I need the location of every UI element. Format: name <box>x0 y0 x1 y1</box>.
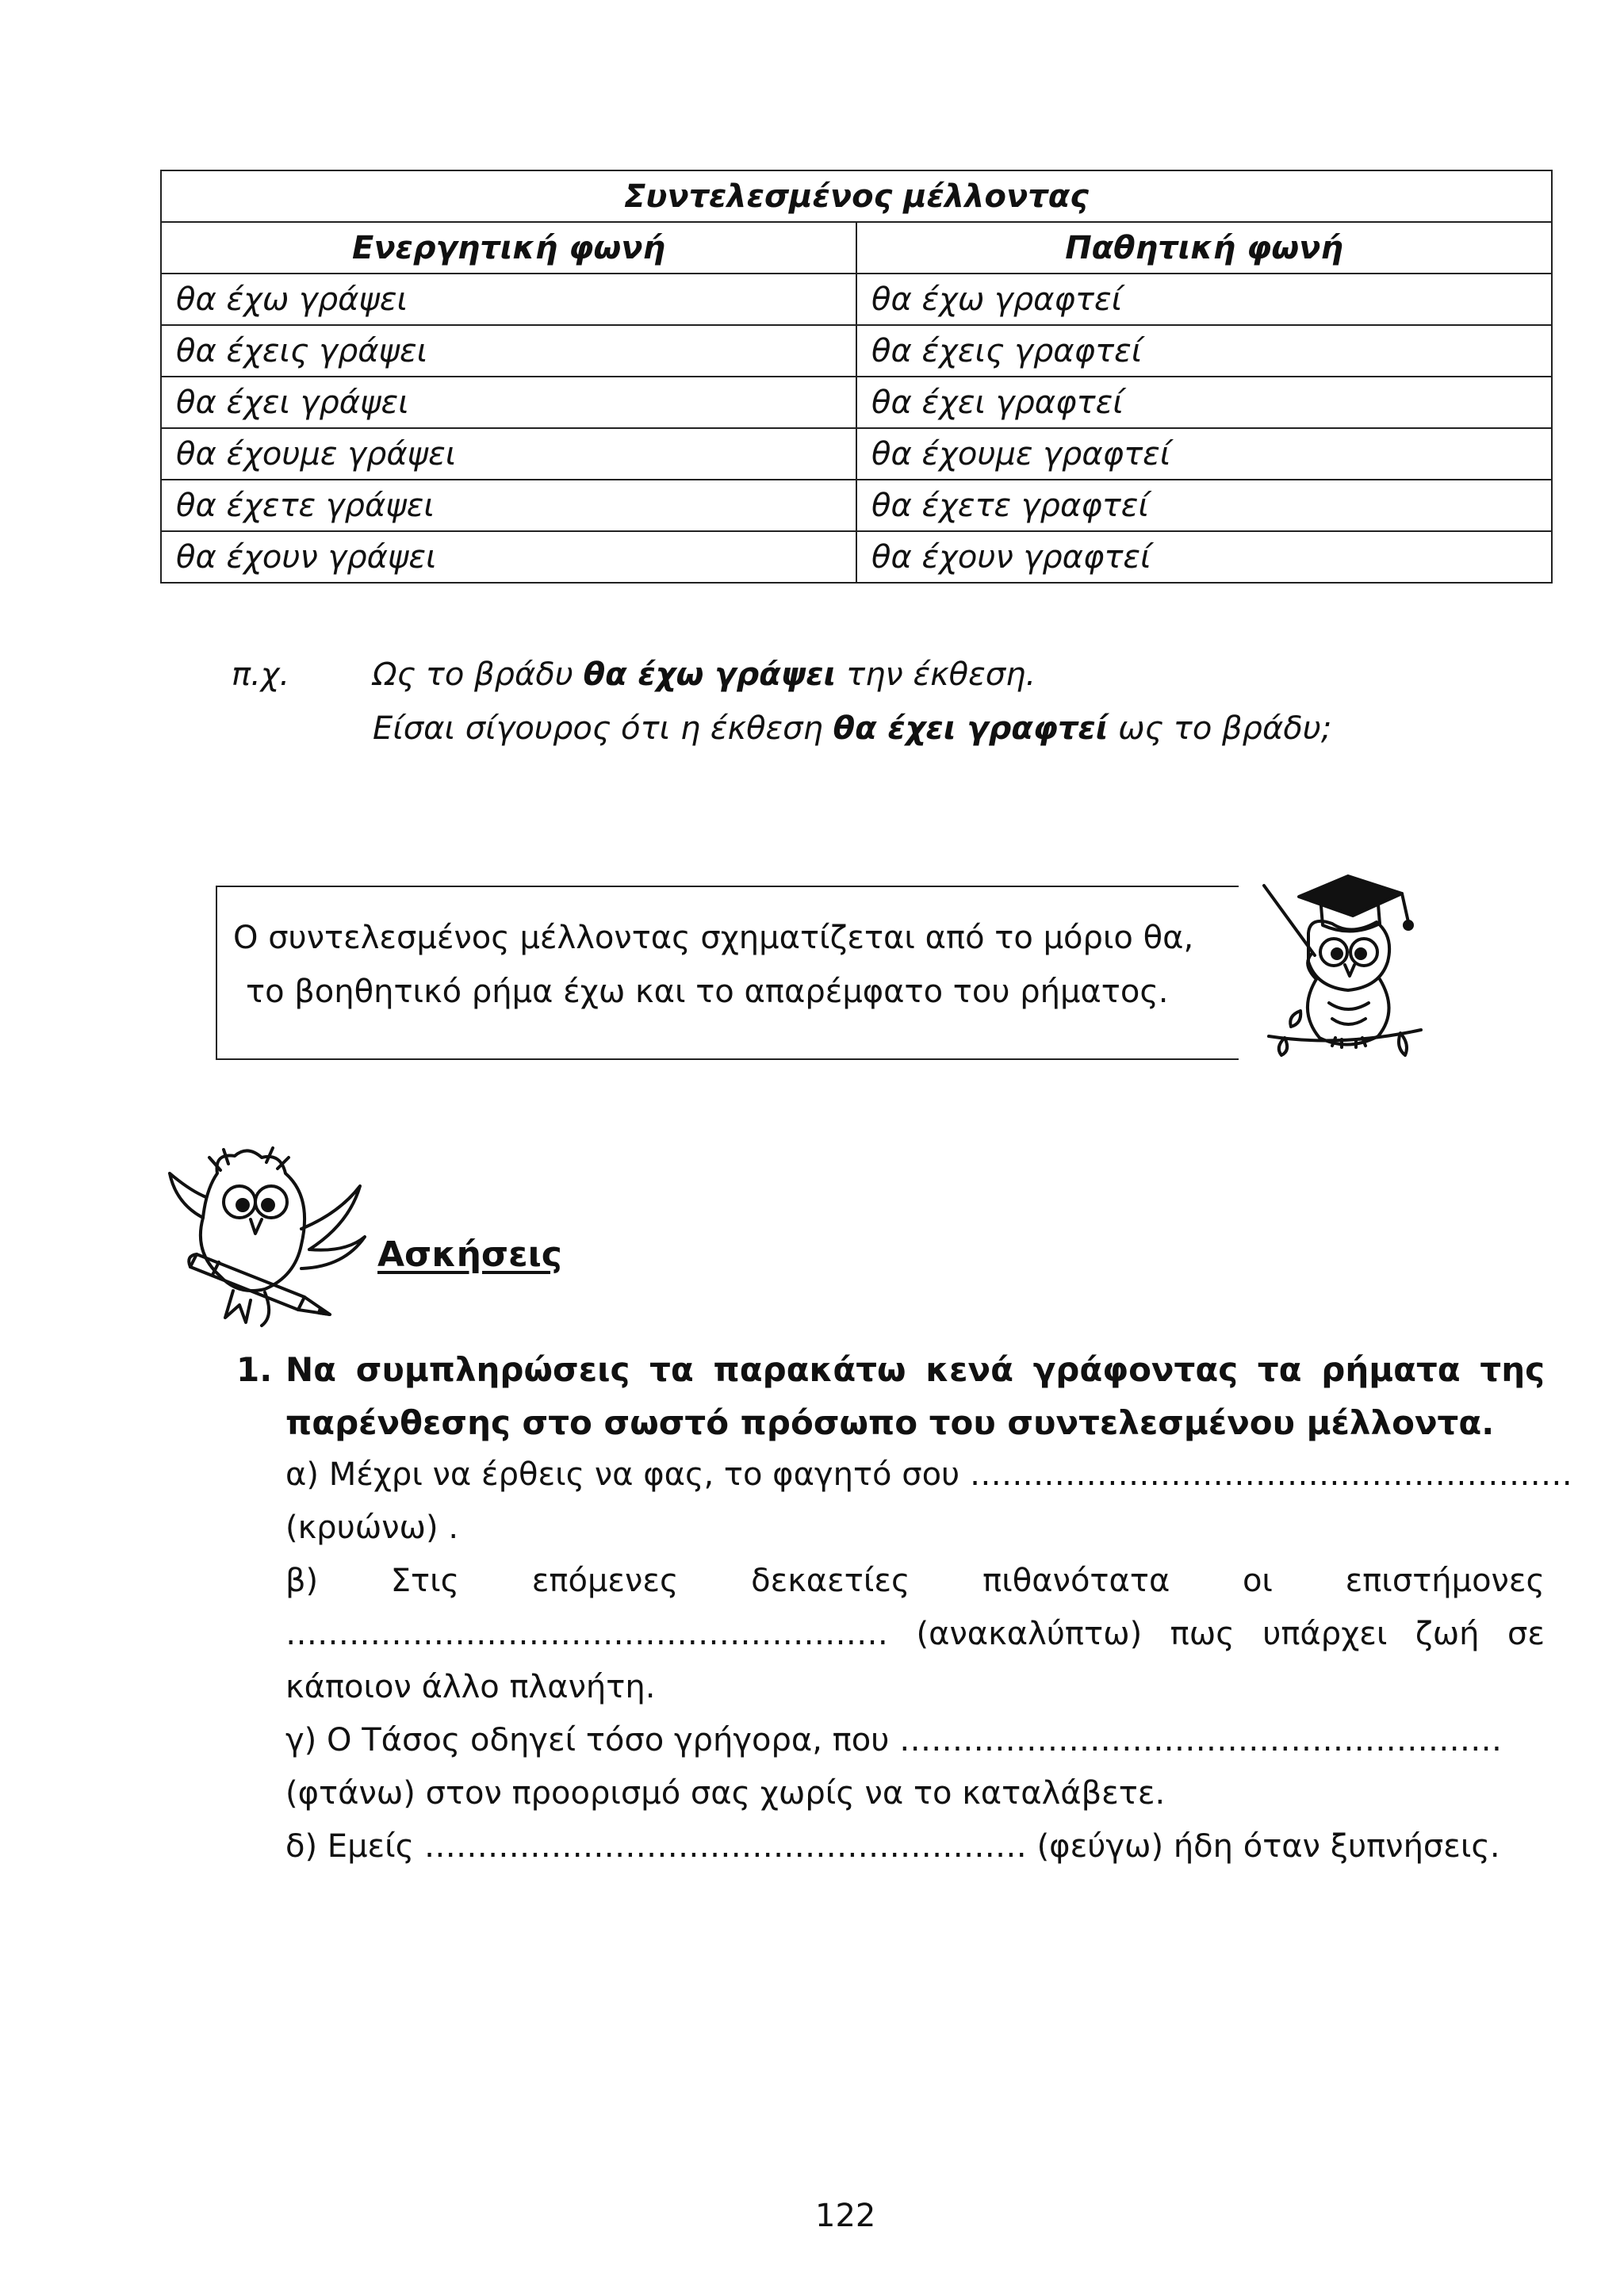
table-cell: θα έχουμε γραφτεί <box>856 428 1552 480</box>
example-text: ως το βράδυ; <box>1108 710 1332 747</box>
table-title-row <box>161 170 1552 222</box>
table-row <box>161 274 1552 325</box>
example-text: Είσαι σίγουρος ότι η έκθεση <box>373 710 833 747</box>
table-row <box>161 428 1552 480</box>
example-line-2 <box>373 710 1331 747</box>
example-label: π.χ. <box>232 656 290 693</box>
table-title: Συντελεσμένος μέλλοντας <box>161 170 1552 222</box>
table-cell: θα έχω γράψει <box>161 274 856 325</box>
example-text: Ως το βράδυ <box>373 656 584 693</box>
example-line-1 <box>373 656 1036 693</box>
exercise-b-line-3: κάποιον άλλο πλανήτη. <box>285 1669 656 1705</box>
example-text: την έκθεση. <box>836 656 1036 693</box>
table-row <box>161 377 1552 428</box>
conjugation-table <box>160 170 1553 584</box>
example-emphasis: θα έχει γραφτεί <box>833 710 1109 747</box>
owl-with-pencil-icon <box>162 1142 376 1332</box>
table-row <box>161 531 1552 583</box>
rule-line-2: το βοηθητικό ρήμα έχω και το απαρέμφατο του ρήματος. <box>246 974 1169 1010</box>
table-cell: θα έχουν γραφτεί <box>856 531 1552 583</box>
exercises-heading: Ασκήσεις <box>377 1234 562 1275</box>
table-cell: θα έχεις γραφτεί <box>856 325 1552 377</box>
exercise-title-line-2: παρένθεσης στο σωστό πρόσωπο του συντελεσμένου μέλλοντα. <box>285 1403 1495 1442</box>
table-row <box>161 480 1552 531</box>
exercise-d-line-1: δ) Εμείς ………………………………………………… (φεύγω) ήδη όταν ξυπνήσεις. <box>285 1828 1500 1865</box>
table-cell: θα έχουμε γράψει <box>161 428 856 480</box>
exercise-c-line-1: γ) Ο Τάσος οδηγεί τόσο γρήγορα, που ………………………………………………… <box>285 1722 1503 1758</box>
table-cell: θα έχουν γράψει <box>161 531 856 583</box>
table-cell: θα έχετε γραφτεί <box>856 480 1552 531</box>
table-cell: θα έχει γραφτεί <box>856 377 1552 428</box>
table-cell: θα έχεις γράψει <box>161 325 856 377</box>
header-passive-voice: Παθητική φωνή <box>856 222 1552 274</box>
rule-box <box>216 886 1239 1060</box>
header-active-voice: Ενεργητική φωνή <box>161 222 856 274</box>
exercise-number: 1. <box>236 1350 273 1389</box>
table-cell: θα έχω γραφτεί <box>856 274 1552 325</box>
owl-with-graduation-cap-icon <box>1253 860 1427 1058</box>
exercise-title-line-1: Να συμπληρώσεις τα παρακάτω κενά γράφοντας τα ρήματα της <box>285 1350 1545 1389</box>
exercise-a-line-2: (κρυώνω) . <box>285 1510 459 1546</box>
table-cell: θα έχει γράψει <box>161 377 856 428</box>
table-header-row <box>161 222 1552 274</box>
table-cell: θα έχετε γράψει <box>161 480 856 531</box>
exercise-c-line-2: (φτάνω) στον προορισμό σας χωρίς να το καταλάβετε. <box>285 1775 1166 1812</box>
table-row <box>161 325 1552 377</box>
exercise-b-line-2: ………………………………………………… (ανακαλύπτω) πως υπάρχει ζωή σε <box>285 1616 1545 1652</box>
exercise-b-line-1: β) Στις επόμενες δεκαετίες πιθανότατα οι επιστήμονες <box>285 1563 1545 1599</box>
page-number: 122 <box>815 2198 876 2234</box>
exercise-a-line-1: α) Μέχρι να έρθεις να φας, το φαγητό σου ………………………………………………… <box>285 1456 1572 1493</box>
rule-line-1: Ο συντελεσμένος μέλλοντας σχηματίζεται από το μόριο θα, <box>233 920 1194 956</box>
example-emphasis: θα έχω γράψει <box>583 656 837 693</box>
